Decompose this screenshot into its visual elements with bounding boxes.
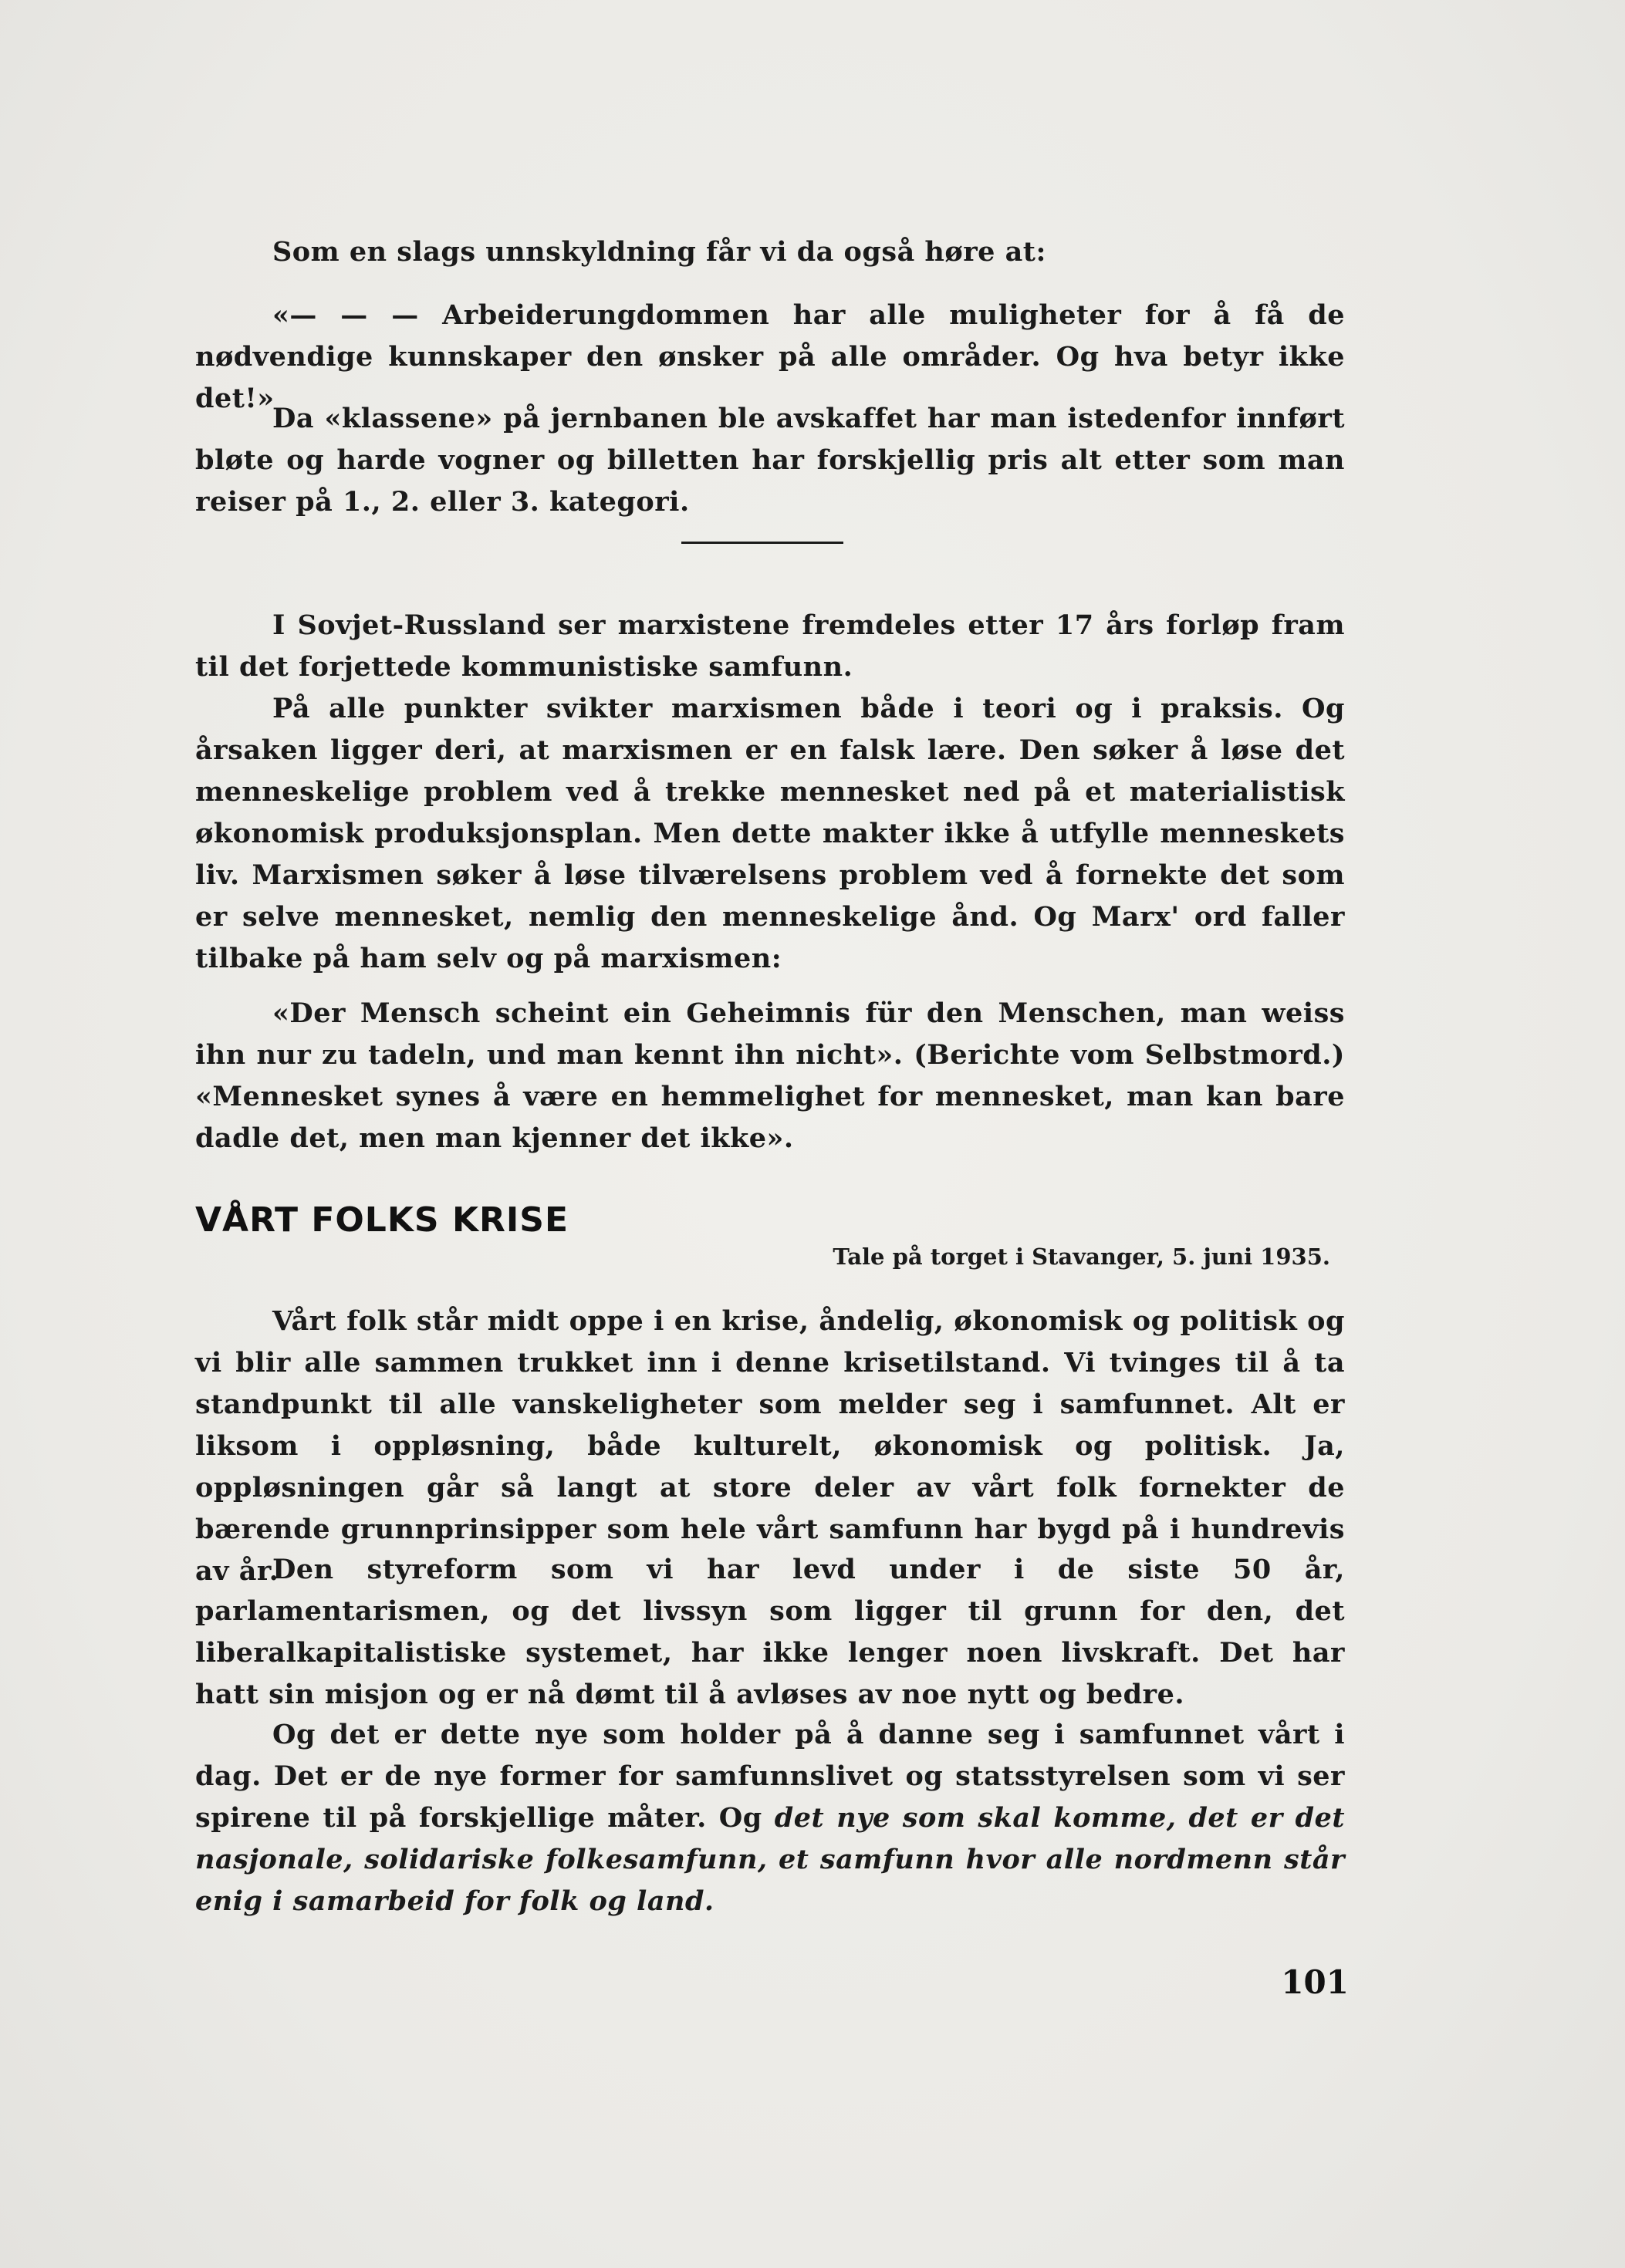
section-divider [681, 542, 843, 544]
sovjet-text: I Sovjet-Russland ser marxistene fremdeles etter 17 års forløp fram til det forjettede kommunistiske samfunn. [195, 609, 1345, 683]
intro-paragraph [195, 231, 1345, 273]
sovjet-paragraph [195, 605, 1345, 688]
nye-paragraph [195, 1714, 1345, 1922]
page-number: 101 [1281, 1963, 1349, 2001]
folk-text: Vårt folk står midt oppe i en krise, åndelig, økonomisk og politisk og vi blir alle sammen trukket inn i denne krisetilstand. Vi tvinges til å ta standpunkt til alle vanskeligheter som melder seg i samfunnet. Alt er liksom i oppløsning, både kulturelt, økonomisk og politisk. Ja, oppløsningen går så langt at store deler av vårt folk fornekter de bærende grunnprinsipper som hele vårt samfunn har bygd på i hundrevis av år. [195, 1305, 1345, 1587]
nye-text [195, 1714, 1345, 1922]
section-heading: VÅRT FOLKS KRISE [195, 1200, 569, 1240]
speech-subtitle: Tale på torget i Stavanger, 5. juni 1935. [833, 1244, 1330, 1270]
klassene-text: Da «klassene» på jernbanen ble avskaffet har man istedenfor innført bløte og harde vogner og billetten har forskjellig pris alt etter som man reiser på 1., 2. eller 3. kategori. [195, 403, 1345, 518]
punkter-text: På alle punkter svikter marxismen både i teori og i praksis. Og årsaken ligger deri, at marxismen er en falsk lære. Den søker å løse det menneskelige problem ved å trekke mennesket ned på et materialistisk økonomisk produksjonsplan. Men dette makter ikke å utfylle menneskets liv. Marxismen søker å løse tilværelsens problem ved å fornekte det som er selve mennesket, nemlig den menneskelige ånd. Og Marx' ord faller tilbake på ham selv og på marxismen: [195, 693, 1345, 974]
quote-text: «— — — Arbeiderungdommen har alle muligheter for å få de nødvendige kunnskaper den ønsker på alle områder. Og hva betyr ikke det!» [195, 299, 1345, 414]
styreform-text: Den styreform som vi har levd under i de siste 50 år, parlamentarismen, og det livssyn som ligger til grunn for den, det liberalkapitalistiske systemet, har ikke lenger noen livskraft. Det har hatt sin misjon og er nå dømt til å avløses av noe nytt og bedre. [195, 1554, 1345, 1710]
punkter-paragraph [195, 688, 1345, 980]
styreform-paragraph [195, 1549, 1345, 1716]
der-mensch-paragraph [195, 993, 1345, 1159]
nye-italic-text: det nye som skal komme, det er det nasjonale, solidariske folkesamfunn, et samfunn hvor alle nordmenn står enig i samarbeid for folk og land. [195, 1802, 1346, 1917]
nye-lead-text: Og det er dette nye som holder på å danne seg i samfunnet vårt i dag. Det er de nye former for samfunnslivet og statsstyrelsen som vi ser spirene til på forskjellige måter. Og [195, 1719, 1345, 1834]
der-mensch-text: «Der Mensch scheint ein Geheimnis für den Menschen, man weiss ihn nur zu tadeln, und man kennt ihn nicht». (Berichte vom Selbstmord.) «Mennesket synes å være en hemmelighet for mennesket, man kan bare dadle det, men man kjenner det ikke». [195, 997, 1345, 1154]
klassene-paragraph [195, 398, 1345, 523]
intro-text: Som en slags unnskyldning får vi da også høre at: [272, 236, 1046, 268]
